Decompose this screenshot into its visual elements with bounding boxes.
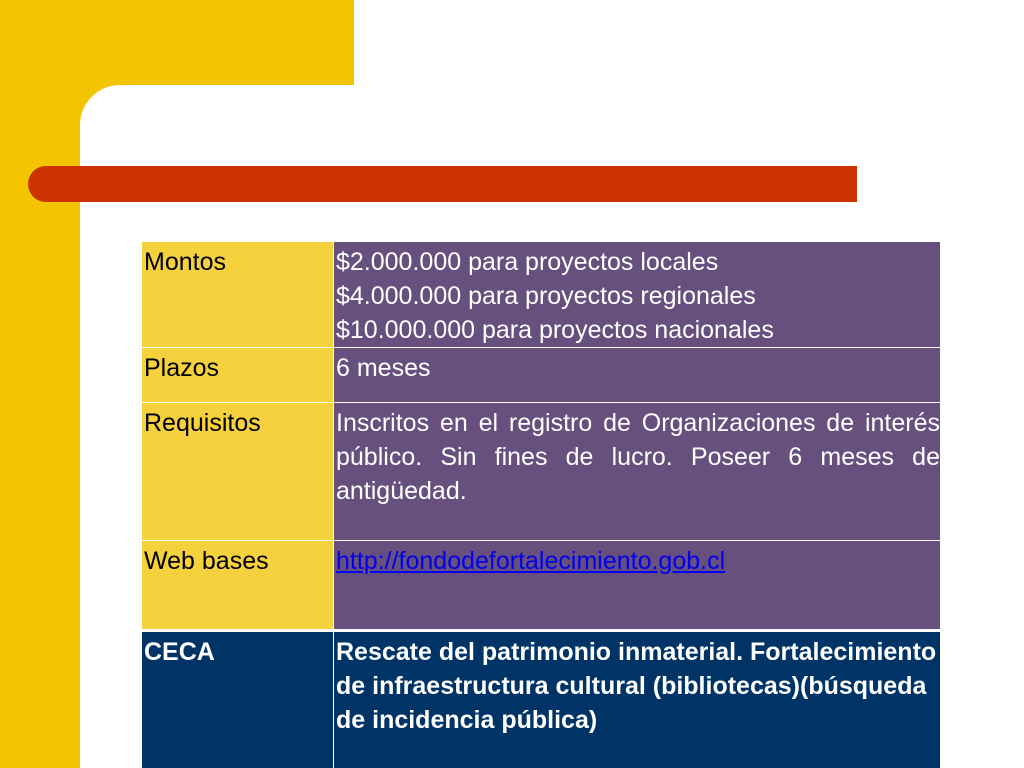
table-row-requisitos [142, 403, 941, 541]
row-value: Inscritos en el registro de Organizaciones de interés público. Sin fines de lucro. Poseer 6 meses de antigüedad. [334, 403, 941, 541]
row-label: CECA [142, 631, 334, 768]
table-row-web-bases [142, 541, 941, 631]
table-row-ceca [142, 631, 941, 768]
amount-line: $4.000.000 para proyectos regionales [336, 282, 756, 310]
row-label: Montos [142, 242, 334, 348]
table-row-montos [142, 242, 941, 348]
table-row-plazos [142, 348, 941, 403]
row-value [334, 541, 941, 631]
amount-line: $2.000.000 para proyectos locales [336, 248, 719, 276]
amount-line: $10.000.000 para proyectos nacionales [336, 316, 774, 344]
row-label: Web bases [142, 541, 334, 631]
row-label: Plazos [142, 348, 334, 403]
row-label: Requisitos [142, 403, 334, 541]
row-value: 6 meses [334, 348, 941, 403]
info-table [141, 241, 941, 768]
row-value [334, 242, 941, 348]
web-bases-link[interactable]: http://fondodefortalecimiento.gob.cl [336, 547, 726, 575]
title-accent-bar [28, 166, 857, 202]
row-value: Rescate del patrimonio inmaterial. Fortalecimiento de infraestructura cultural (bibliotecas)(búsqueda de incidencia pública) [334, 631, 941, 768]
